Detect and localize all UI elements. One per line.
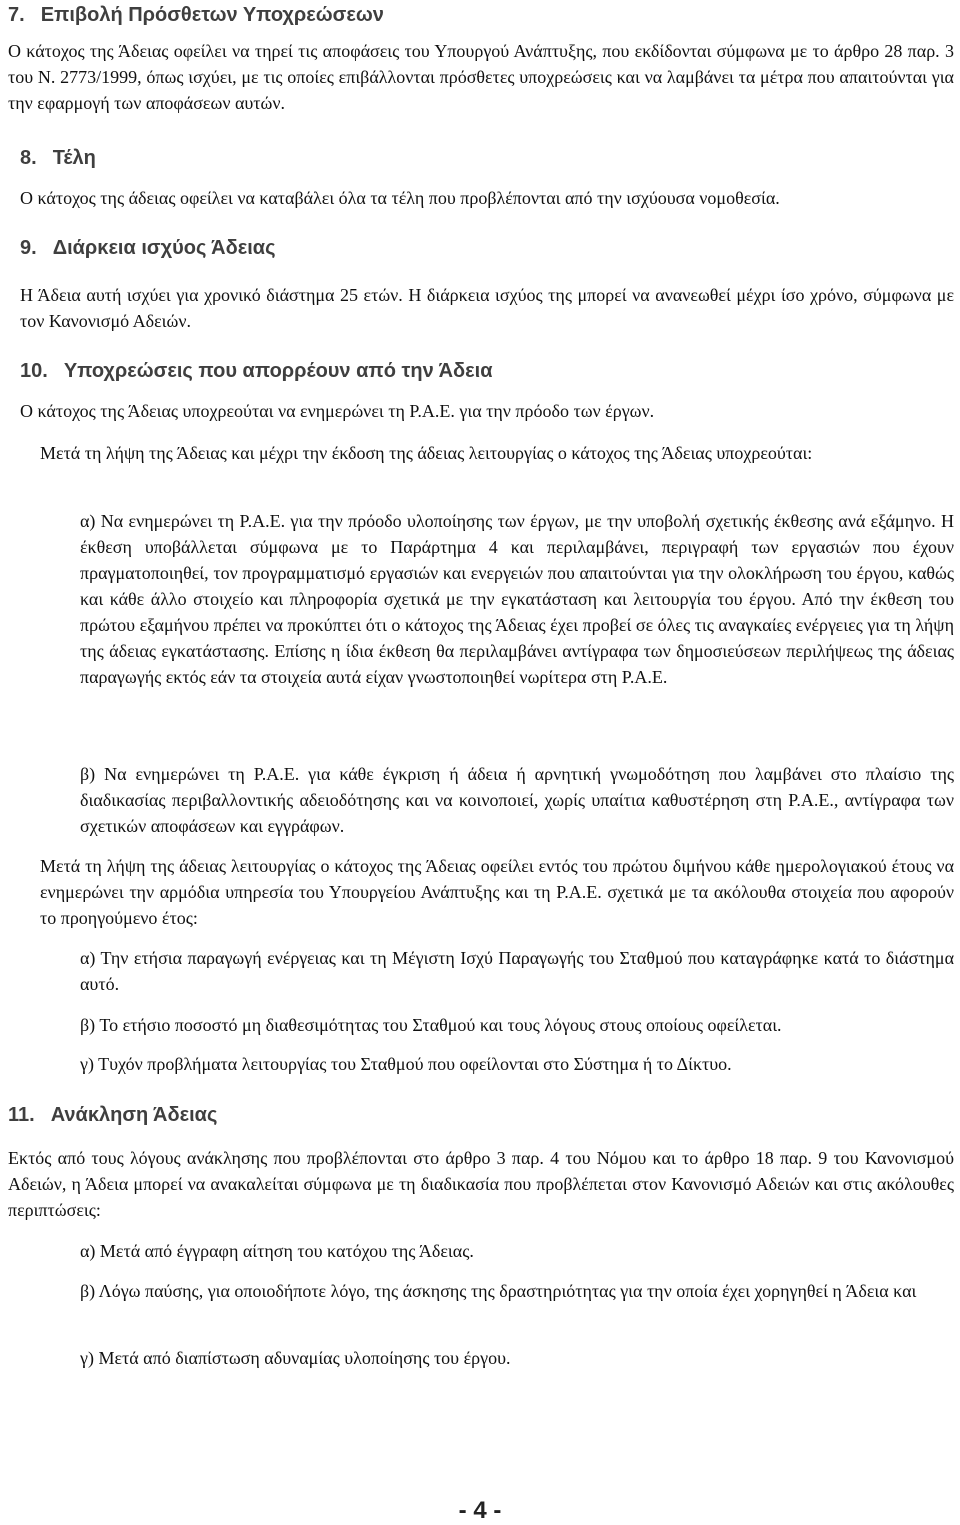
list-item: β) Λόγω παύσης, για οποιοδήποτε λόγο, της άσκησης της δραστηριότητας για την οποία έχει χορηγηθεί η Άδεια και xyxy=(80,1281,917,1301)
list-item: α) Την ετήσια παραγωγή ενέργειας και τη Μέγιστη Ισχύ Παραγωγής του Σταθμού που καταγράφηκε κατά το διάστημα αυτό. xyxy=(80,948,954,994)
section-title: Υποχρεώσεις που απορρέουν από την Άδεια xyxy=(63,360,493,382)
paragraph: Μετά τη λήψη της Άδειας και μέχρι την έκδοση της άδειας λειτουργίας ο κάτοχος της Άδειας υποχρεούται: xyxy=(40,443,813,463)
section-number: 7. xyxy=(8,4,25,26)
list-item: α) Να ενημερώνει τη Ρ.Α.Ε. για την πρόοδο υλοποίησης των έργων, με την υποβολή σχετικής έκθεσης ανά εξάμηνο. Η έκθεση υποβάλλεται σύμφωνα με το Παράρτημα 4 και περιλαμβάνει, περιγραφή των εργασιών που έχουν πραγματοποιηθεί, τον προγραμματισμό εργασιών και ενεργειών που απαιτούνται για την ολοκλήρωση του έργου, καθώς και κάθε άλλο στοιχείο και πληροφορία σχετικά με την εγκατάσταση και λειτουργία του έργου. Από την έκθεση του πρώτου εξαμήνου πρέπει να προκύπτει ότι ο κάτοχος της Άδειας έχει προβεί σε όλες τις αναγκαίες ενέργειες για τη λήψη της άδειας εγκατάστασης. Επίσης η ίδια έκθεση θα περιλαμβάνει αντίγραφα των δημοσιεύσεων περιλήψεως της άδειας παραγωγής εκτός εάν τα στοιχεία αυτά είχαν γνωστοποιηθεί νωρίτερα στη Ρ.Α.Ε. xyxy=(80,511,954,687)
section-title: Ανάκληση Άδειας xyxy=(50,1104,218,1126)
section-title: Τέλη xyxy=(52,147,96,169)
paragraph: Ο κάτοχος της Άδειας υποχρεούται να ενημερώνει τη Ρ.Α.Ε. για την πρόοδο των έργων. xyxy=(20,401,655,421)
section-8-heading xyxy=(20,145,96,171)
paragraph: Εκτός από τους λόγους ανάκλησης που προβλέπονται στο άρθρο 3 παρ. 4 του Νόμου και το άρθρο 18 παρ. 9 του Κανονισμού Αδειών, η Άδεια μπορεί να ανακαλείται σύμφωνα με τη διαδικασία που προβλέπεται στον Κανονισμό Αδειών και στις ακόλουθες περιπτώσεις: xyxy=(8,1148,954,1220)
list-item: β) Να ενημερώνει τη Ρ.Α.Ε. για κάθε έγκριση ή άδεια ή αρνητική γνωμοδότηση που λαμβάνει στο πλαίσιο της διαδικασίας περιβαλλοντικής αδειοδότησης και να κοινοποιεί, χωρίς υπαίτια καθυστέρηση στη Ρ.Α.Ε., αντίγραφα των σχετικών αποφάσεων και εγγράφων. xyxy=(80,764,954,836)
section-number: 8. xyxy=(20,147,37,169)
section-9-heading xyxy=(20,235,275,261)
section-title: Επιβολή Πρόσθετων Υποχρεώσεων xyxy=(40,4,384,26)
section-11-heading xyxy=(8,1102,217,1128)
section-number: 11. xyxy=(8,1104,35,1126)
section-10-heading xyxy=(20,358,492,384)
list-item: α) Μετά από έγγραφη αίτηση του κατόχου της Άδειας. xyxy=(80,1241,474,1261)
section-title: Διάρκεια ισχύος Άδειας xyxy=(52,237,276,259)
page-number: - 4 - xyxy=(458,1497,502,1524)
section-7-heading xyxy=(8,2,384,28)
section-number: 10. xyxy=(20,360,48,382)
list-item: γ) Τυχόν προβλήματα λειτουργίας του Σταθμού που οφείλονται στο Σύστημα ή το Δίκτυο. xyxy=(80,1054,732,1074)
section-number: 9. xyxy=(20,237,37,259)
list-item: γ) Μετά από διαπίστωση αδυναμίας υλοποίησης του έργου. xyxy=(80,1348,511,1368)
paragraph: Μετά τη λήψη της άδειας λειτουργίας ο κάτοχος της Άδειας οφείλει εντός του πρώτου διμήνου κάθε ημερολογιακού έτους να ενημερώνει την αρμόδια υπηρεσία του Υπουργείου Ανάπτυξης και τη Ρ.Α.Ε. σχετικά με τα ακόλουθα στοιχεία που αφορούν το προηγούμενο έτος: xyxy=(40,856,954,928)
paragraph: Ο κάτοχος της άδειας οφείλει να καταβάλει όλα τα τέλη που προβλέπονται από την ισχύουσα νομοθεσία. xyxy=(20,188,780,208)
paragraph: Η Άδεια αυτή ισχύει για χρονικό διάστημα 25 ετών. Η διάρκεια ισχύος της μπορεί να ανανεωθεί μέχρι ίσο χρόνο, σύμφωνα με τον Κανονισμό Αδειών. xyxy=(20,285,954,331)
paragraph: Ο κάτοχος της Άδειας οφείλει να τηρεί τις αποφάσεις του Υπουργού Ανάπτυξης, που εκδίδονται σύμφωνα με το άρθρο 28 παρ. 3 του Ν. 2773/1999, όπως ισχύει, με τις οποίες επιβάλλονται πρόσθετες υποχρεώσεις και να λαμβάνει τα μέτρα που απαιτούνται για την εφαρμογή των αποφάσεων αυτών. xyxy=(8,41,954,113)
list-item: β) Το ετήσιο ποσοστό μη διαθεσιμότητας του Σταθμού και τους λόγους στους οποίους οφείλεται. xyxy=(80,1015,782,1035)
